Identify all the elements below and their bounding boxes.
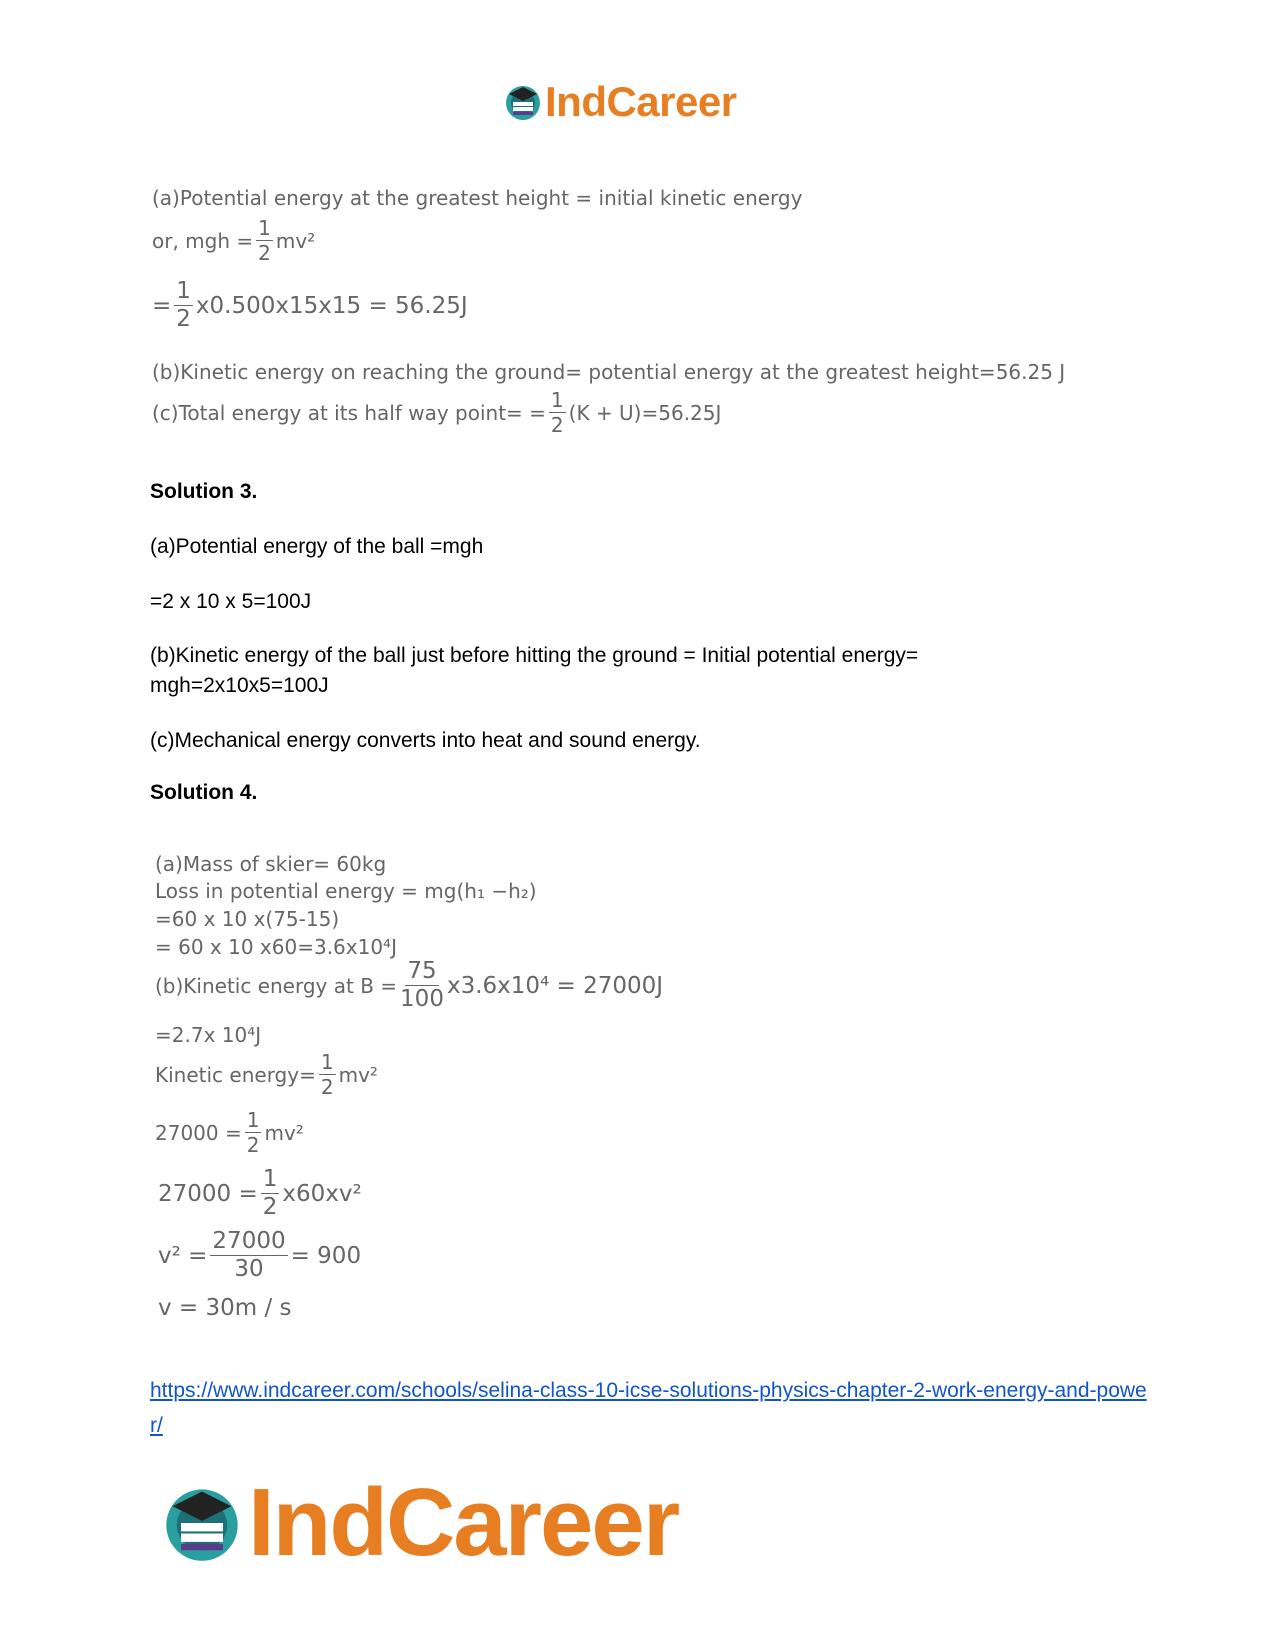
sol3-part-a: (a)Potential energy of the ball =mgh — [150, 535, 484, 558]
indcareer-logo-bottom — [160, 1468, 678, 1578]
indcareer-logo-top — [503, 78, 737, 126]
logo-emblem-icon — [160, 1481, 244, 1565]
sol4-line-27000-60: 27000 = $\frac{1}{2}$ x60xv² — [158, 1166, 362, 1220]
logo-wordmark: IndCareer — [248, 1469, 679, 1576]
q2-line-c: (c)Total energy at its half way point= = $\frac{1}{2}$ (K + U)=56.25J — [152, 388, 722, 437]
fraction: $\frac{75}{100}$ — [400, 958, 444, 1012]
sol3-part-a-calc: =2 x 10 x 5=100J — [150, 590, 312, 613]
logo-wordmark: IndCareer — [545, 78, 737, 125]
fraction: $\frac{1}{2}$ — [262, 1166, 278, 1220]
q2-line-a: (a)Potential energy at the greatest height = initial kinetic energy — [152, 186, 803, 210]
sol4-line: = 60 x 10 x60=3.6x10⁴J — [155, 935, 397, 959]
sol4-line-ke-formula: Kinetic energy= $\frac{1}{2}$ mv² — [155, 1050, 378, 1099]
fraction: $\frac{1}{2}$ — [550, 388, 564, 437]
sol4-line: =60 x 10 x(75-15) — [155, 907, 340, 931]
sol4-line: (a)Mass of skier= 60kg — [155, 852, 387, 876]
logo-emblem-icon — [503, 82, 543, 122]
fraction: $\frac{1}{2}$ — [176, 278, 191, 332]
fraction: $\frac{27000}{30}$ — [212, 1228, 286, 1282]
sol3-part-b: (b)Kinetic energy of the ball just before hitting the ground = Initial potential energy= mgh=2x10x5=100J — [150, 644, 919, 697]
source-link[interactable]: https://www.indcareer.com/schools/selina-class-10-icse-solutions-physics-chapter-2-work-energy-and-power/ — [150, 1379, 1147, 1437]
sol3-part-c: (c)Mechanical energy converts into heat and sound energy. — [150, 729, 701, 752]
sol4-line-v: v = 30m / s — [158, 1295, 292, 1321]
sol4-line-v2: v² = $\frac{27000}{30}$ = 900 — [158, 1228, 362, 1282]
sol4-line: Loss in potential energy = mg(h₁ −h₂) — [155, 879, 537, 903]
fraction: $\frac{1}{2}$ — [320, 1050, 334, 1099]
sol4-line: =2.7x 10⁴J — [155, 1023, 262, 1047]
q2-line-b: (b)Kinetic energy on reaching the ground= potential energy at the greatest height=56.25 J — [152, 360, 1066, 384]
fraction: $\frac{1}{2}$ — [246, 1108, 260, 1157]
solution-3-heading: Solution 3. — [150, 480, 258, 503]
sol4-line-kinetic-b: (b)Kinetic energy at B = $\frac{75}{100}$ x3.6x10⁴ = 27000J — [155, 958, 664, 1012]
solution-4-heading: Solution 4. — [150, 781, 258, 804]
fraction: $\frac{1}{2}$ — [258, 216, 271, 265]
q2-line-or: or, mgh = $\frac{1}{2}$ mv² — [152, 216, 316, 265]
q2-line-calc: = $\frac{1}{2}$ x0.500x15x15 = 56.25J — [152, 278, 468, 332]
sol4-line-27000: 27000 = $\frac{1}{2}$ mv² — [155, 1108, 304, 1157]
